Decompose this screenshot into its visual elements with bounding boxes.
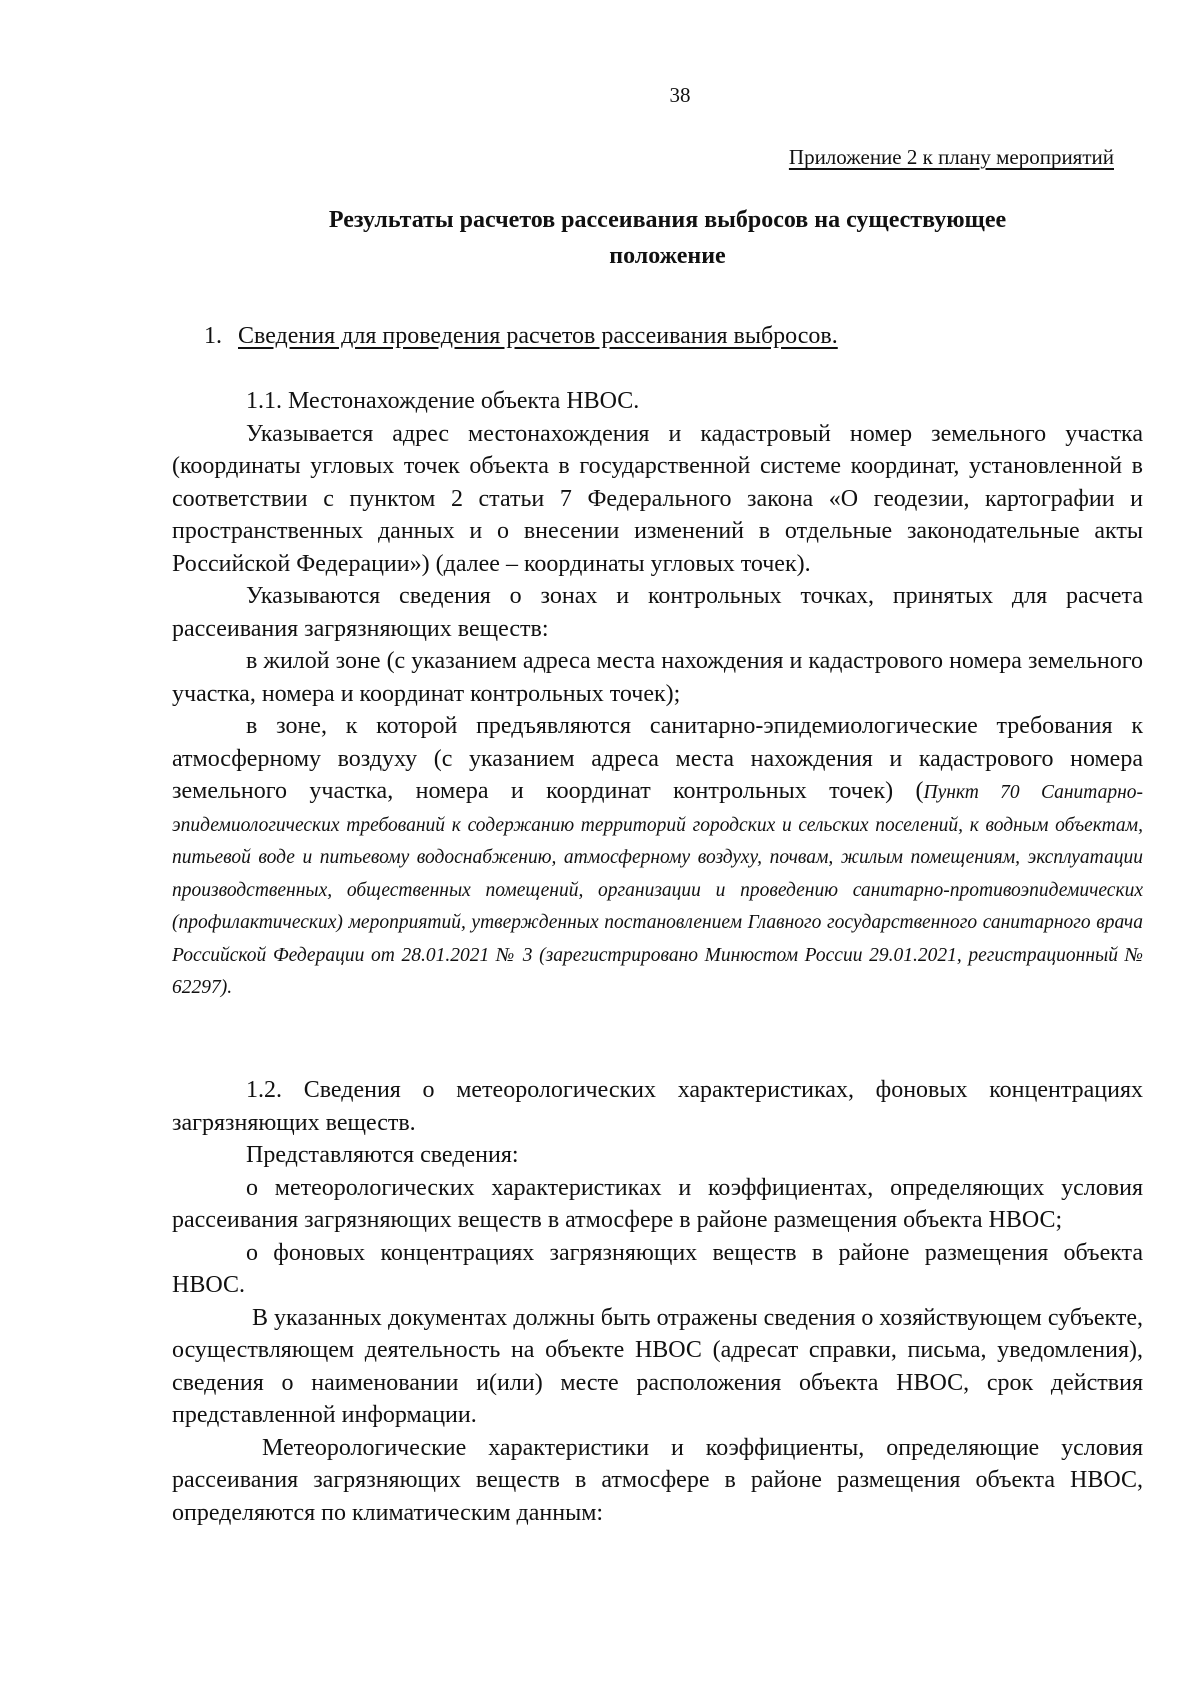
subsection-1-2-paragraph-5: Метеорологические характеристики и коэффициенты, определяющие условия рассеивания загрязняющих веществ в атмосфере в районе размещения объекта НВОС, определяются по климатическим данным:: [172, 1434, 1143, 1526]
paragraph-4-footnote: Пункт 70 Санитарно-эпидемиологических требований к содержанию территорий городских и сельских поселений, к водным объектам, питьевой воде и питьевому водоснабжению, атмосферному воздуху, почвам, жилым помещениям, эксплуатации производственных, общественных помещений, организации и проведению санитарно-противоэпидемических (профилактических) мероприятий, утвержденных постановлением Главного государственного санитарного врача Российской Федерации от 28.01.2021 № 3 (зарегистрировано Минюстом России 29.01.2021, регистрационный № 62297).: [172, 782, 1143, 998]
subsection-1-1-paragraph-4: [172, 710, 1143, 1003]
subsection-1-2-heading: 1.2. Сведения о метеорологических характеристиках, фоновых концентрациях загрязняющих веществ.: [172, 1077, 1143, 1136]
document-title: [230, 202, 1105, 274]
subsection-1-1: [172, 385, 1143, 1003]
paragraph-4-text: в зоне, к которой предъявляются санитарно-эпидемиологические требования к атмосферному воздуху (с указанием адреса места нахождения и кадастрового номера земельного участка, номера и координат контрольных точек) (: [172, 713, 1143, 804]
subsection-1-1-paragraph-2: Указываются сведения о зонах и контрольных точках, принятых для расчета рассеивания загрязняющих веществ:: [172, 583, 1143, 642]
title-line-2: положение: [609, 243, 726, 269]
title-line-1: Результаты расчетов рассеивания выбросов на существующее: [328, 207, 1007, 233]
section-1-heading: [204, 320, 838, 353]
subsection-1-1-paragraph-3: в жилой зоне (с указанием адреса места нахождения и кадастрового номера земельного участка, номера и координат контрольных точек);: [172, 648, 1143, 707]
subsection-1-2-paragraph-2: о метеорологических характеристиках и коэффициентах, определяющих условия рассеивания загрязняющих веществ в атмосфере в районе размещения объекта НВОС;: [172, 1174, 1143, 1233]
page-number: 38: [669, 83, 691, 107]
subsection-1-2-paragraph-1: Представляются сведения:: [246, 1142, 519, 1168]
subsection-1-2-paragraph-4: В указанных документах должны быть отражены сведения о хозяйствующем субъекте, осуществляющем деятельность на объекте НВОС (адресат справки, письма, уведомления), сведения о наименовании и(или) месте расположения объекта НВОС, срок действия представленной информации.: [172, 1304, 1143, 1428]
subsection-1-2-paragraph-3: о фоновых концентрациях загрязняющих веществ в районе размещения объекта НВОС.: [172, 1239, 1143, 1298]
section-1-number: 1.: [204, 323, 222, 349]
appendix-label: Приложение 2 к плану мероприятий: [788, 145, 1114, 169]
subsection-1-2: [172, 1074, 1143, 1529]
subsection-1-1-paragraph-1: Указывается адрес местонахождения и кадастровый номер земельного участка (координаты угловых точек объекта в государственной системе координат, установленной в соответствии с пунктом 2 статьи 7 Федерального закона «О геодезии, картографии и пространственных данных и о внесении изменений в отдельные законодательные акты Российской Федерации») (далее – координаты угловых точек).: [172, 420, 1143, 577]
subsection-1-1-heading: 1.1. Местонахождение объекта НВОС.: [246, 388, 640, 414]
section-1-title: Сведения для проведения расчетов рассеивания выбросов.: [238, 323, 838, 349]
